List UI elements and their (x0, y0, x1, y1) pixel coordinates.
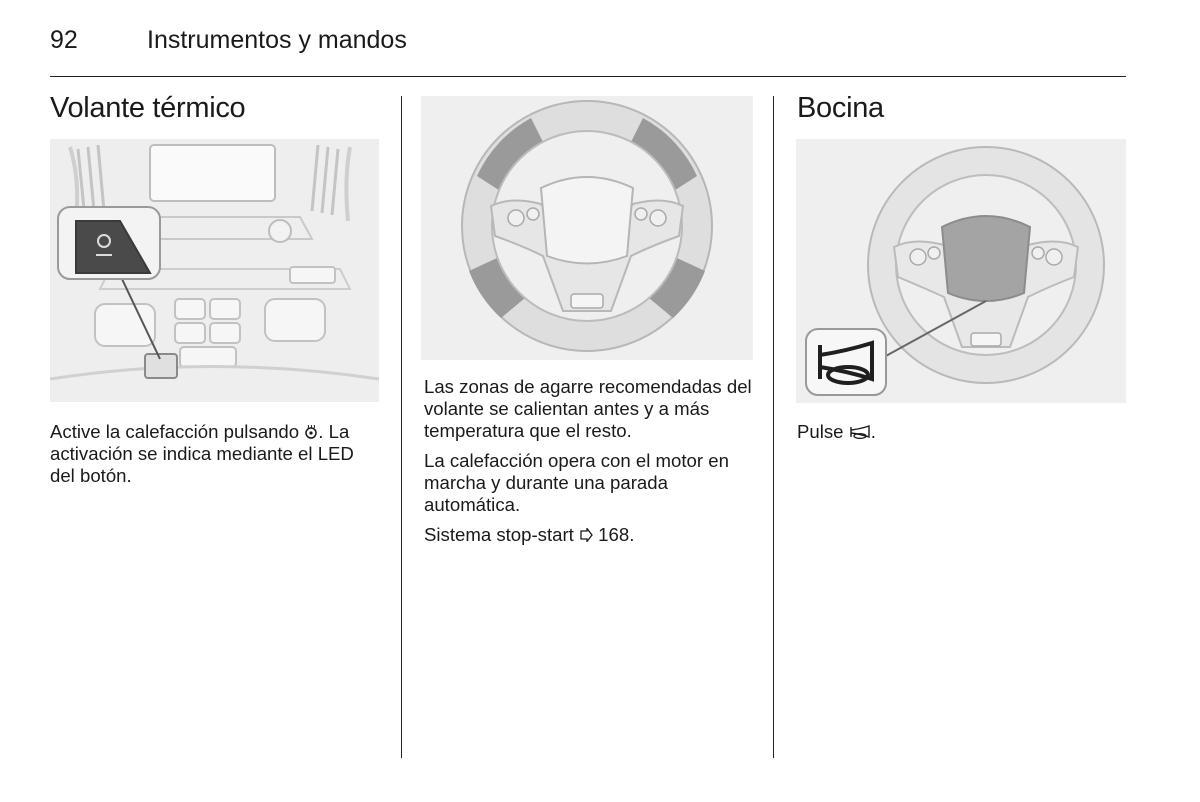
heated-wheel-paragraph: Active la calefacción pulsando . La activación se indica mediante el LED del botón. (50, 421, 354, 486)
middle-text (424, 376, 754, 554)
page-header (50, 24, 1126, 77)
section-heading-heated-wheel: Volante térmico (50, 92, 246, 124)
chapter-title: Instrumentos y mandos (147, 26, 407, 54)
section-heading-horn: Bocina (797, 92, 884, 124)
page-reference-arrow-icon (579, 525, 593, 539)
engine-paragraph: La calefacción opera con el motor en marcha y durante una parada automática. (424, 450, 729, 515)
page-number: 92 (50, 26, 78, 54)
horn-icon (849, 422, 871, 436)
heated-wheel-text (50, 421, 380, 495)
dashboard-illustration (50, 139, 379, 402)
column-heated-wheel (50, 92, 380, 125)
horn-paragraph: Pulse . (797, 421, 876, 442)
column-horn (797, 92, 1127, 125)
grip-zones-paragraph: Las zonas de agarre recomendadas del volante se calientan antes y a más temperatura que el resto. (424, 376, 752, 441)
heated-steering-wheel-icon (304, 422, 318, 436)
column-divider-1 (401, 96, 402, 758)
horn-steering-wheel-illustration (796, 139, 1126, 403)
stop-start-reference: Sistema stop-start 168. (424, 524, 635, 545)
horn-text (797, 421, 1127, 451)
heated-steering-wheel-illustration (421, 96, 753, 360)
column-divider-2 (773, 96, 774, 758)
